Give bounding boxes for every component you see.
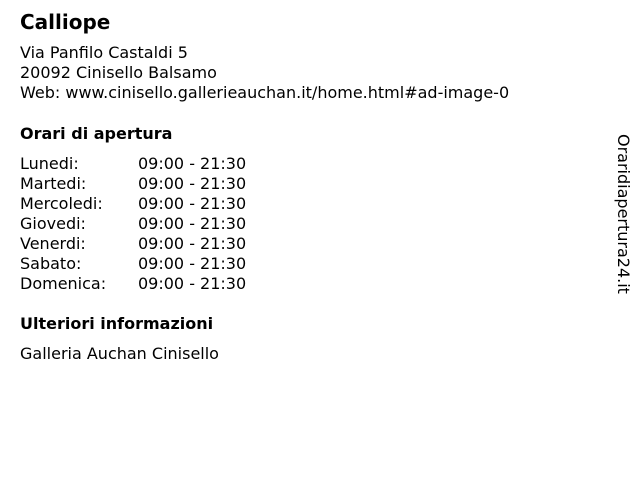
- hours-day: Sabato:: [20, 254, 82, 273]
- hours-row-friday: [20, 234, 280, 254]
- hours-day: Giovedi:: [20, 214, 86, 233]
- additional-info-text: Galleria Auchan Cinisello: [20, 344, 219, 363]
- hours-time: 09:00 - 21:30: [138, 214, 247, 233]
- hours-time: 09:00 - 21:30: [138, 274, 247, 293]
- address-street: Via Panfilo Castaldi 5: [20, 43, 188, 62]
- hours-time: 09:00 - 21:30: [138, 234, 247, 253]
- hours-time: 09:00 - 21:30: [138, 194, 247, 213]
- additional-info-heading: Ulteriori informazioni: [20, 314, 214, 333]
- hours-time: 09:00 - 21:30: [138, 154, 247, 173]
- hours-day: Domenica:: [20, 274, 107, 293]
- hours-row-thursday: [20, 214, 280, 234]
- hours-row-saturday: [20, 254, 280, 274]
- opening-hours-table: [20, 154, 280, 294]
- hours-time: 09:00 - 21:30: [138, 174, 247, 193]
- hours-day: Mercoledi:: [20, 194, 103, 213]
- brand-watermark-text: Oraridiapertura24.it: [614, 134, 633, 294]
- opening-hours-heading: Orari di apertura: [20, 124, 173, 143]
- store-name: Calliope: [20, 10, 111, 34]
- hours-day: Lunedi:: [20, 154, 79, 173]
- hours-time: 09:00 - 21:30: [138, 254, 247, 273]
- brand-watermark: [612, 134, 634, 310]
- address-city: 20092 Cinisello Balsamo: [20, 63, 217, 82]
- hours-row-sunday: [20, 274, 280, 294]
- hours-day: Venerdi:: [20, 234, 86, 253]
- store-address: [20, 43, 509, 103]
- hours-row-monday: [20, 154, 280, 174]
- hours-row-wednesday: [20, 194, 280, 214]
- hours-day: Martedi:: [20, 174, 87, 193]
- hours-row-tuesday: [20, 174, 280, 194]
- store-website: Web: www.cinisello.gallerieauchan.it/home.html#ad-image-0: [20, 83, 510, 102]
